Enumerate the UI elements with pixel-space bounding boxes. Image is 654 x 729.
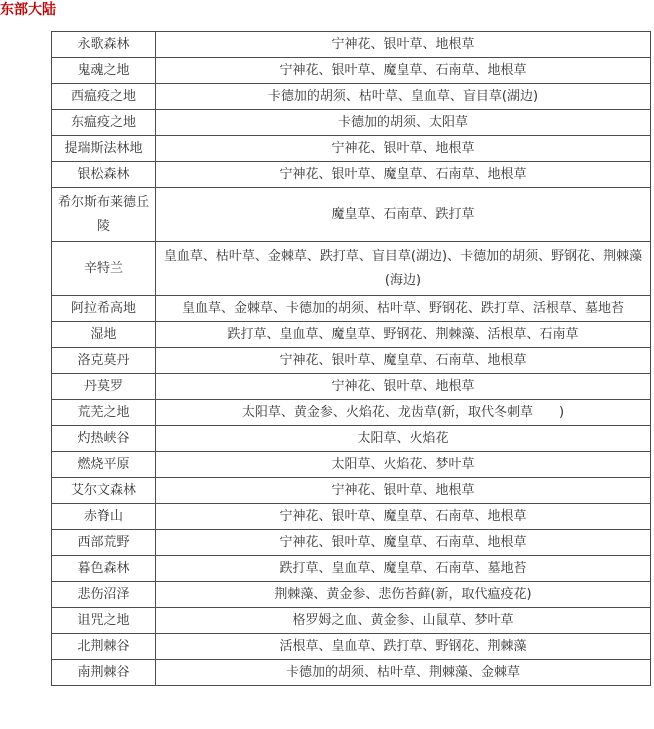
herb-list: 卡德加的胡须、枯叶草、荆棘藻、金棘草 bbox=[156, 660, 651, 686]
zone-name: 燃烧平原 bbox=[52, 452, 156, 478]
zone-name: 丹莫罗 bbox=[52, 374, 156, 400]
herb-list: 太阳草、火焰花、梦叶草 bbox=[156, 452, 651, 478]
table-row bbox=[52, 58, 651, 84]
table-row bbox=[52, 296, 651, 322]
table-row bbox=[52, 608, 651, 634]
table-row bbox=[52, 530, 651, 556]
zone-name: 南荆棘谷 bbox=[52, 660, 156, 686]
zone-name: 荒芜之地 bbox=[52, 400, 156, 426]
table-row bbox=[52, 322, 651, 348]
table-row bbox=[52, 374, 651, 400]
herb-list: 跌打草、皇血草、魔皇草、石南草、墓地苔 bbox=[156, 556, 651, 582]
zone-name: 洛克莫丹 bbox=[52, 348, 156, 374]
table-row bbox=[52, 162, 651, 188]
herb-list: 格罗姆之血、黄金参、山鼠草、梦叶草 bbox=[156, 608, 651, 634]
table-row bbox=[52, 556, 651, 582]
zone-name: 永歌森林 bbox=[52, 32, 156, 58]
zone-name: 暮色森林 bbox=[52, 556, 156, 582]
table-row bbox=[52, 32, 651, 58]
table-row bbox=[52, 136, 651, 162]
zone-name: 提瑞斯法林地 bbox=[52, 136, 156, 162]
table-row bbox=[52, 452, 651, 478]
table-row bbox=[52, 348, 651, 374]
herb-list: 太阳草、黄金参、火焰花、龙齿草(新，取代冬刺草 ) bbox=[156, 400, 651, 426]
herb-list: 荆棘藻、黄金参、悲伤苔藓(新，取代瘟疫花) bbox=[156, 582, 651, 608]
herb-list: 宁神花、银叶草、地根草 bbox=[156, 136, 651, 162]
herb-list: 皇血草、枯叶草、金棘草、跌打草、盲目草(湖边)、卡德加的胡须、野钢花、荆棘藻(海边) bbox=[156, 242, 651, 296]
herb-list: 宁神花、银叶草、魔皇草、石南草、地根草 bbox=[156, 162, 651, 188]
table-row bbox=[52, 426, 651, 452]
herb-list: 太阳草、火焰花 bbox=[156, 426, 651, 452]
table-row bbox=[52, 242, 651, 296]
herb-list: 宁神花、银叶草、魔皇草、石南草、地根草 bbox=[156, 348, 651, 374]
zone-name: 鬼魂之地 bbox=[52, 58, 156, 84]
herb-list: 宁神花、银叶草、魔皇草、石南草、地根草 bbox=[156, 530, 651, 556]
table-row bbox=[52, 400, 651, 426]
zone-name: 灼热峡谷 bbox=[52, 426, 156, 452]
herb-list: 卡德加的胡须、枯叶草、皇血草、盲目草(湖边) bbox=[156, 84, 651, 110]
zone-name: 艾尔文森林 bbox=[52, 478, 156, 504]
zone-name: 阿拉希高地 bbox=[52, 296, 156, 322]
table-row bbox=[52, 188, 651, 242]
table-row bbox=[52, 504, 651, 530]
zone-name: 诅咒之地 bbox=[52, 608, 156, 634]
table-row bbox=[52, 634, 651, 660]
zone-name: 北荆棘谷 bbox=[52, 634, 156, 660]
herb-list: 皇血草、金棘草、卡德加的胡须、枯叶草、野钢花、跌打草、活根草、墓地苔 bbox=[156, 296, 651, 322]
table-row bbox=[52, 660, 651, 686]
herb-list: 宁神花、银叶草、魔皇草、石南草、地根草 bbox=[156, 58, 651, 84]
section-title: 东部大陆 bbox=[0, 2, 56, 18]
herb-list: 跌打草、皇血草、魔皇草、野钢花、荆棘藻、活根草、石南草 bbox=[156, 322, 651, 348]
zone-name: 悲伤沼泽 bbox=[52, 582, 156, 608]
herb-list: 宁神花、银叶草、魔皇草、石南草、地根草 bbox=[156, 504, 651, 530]
table-row bbox=[52, 478, 651, 504]
herb-list: 魔皇草、石南草、跌打草 bbox=[156, 188, 651, 242]
herb-list: 宁神花、银叶草、地根草 bbox=[156, 478, 651, 504]
table-row bbox=[52, 110, 651, 136]
zone-name: 西部荒野 bbox=[52, 530, 156, 556]
herb-list: 卡德加的胡须、太阳草 bbox=[156, 110, 651, 136]
herb-zone-table bbox=[51, 31, 651, 686]
zone-name: 辛特兰 bbox=[52, 242, 156, 296]
herb-list: 宁神花、银叶草、地根草 bbox=[156, 32, 651, 58]
zone-name: 东瘟疫之地 bbox=[52, 110, 156, 136]
herb-list: 活根草、皇血草、跌打草、野钢花、荆棘藻 bbox=[156, 634, 651, 660]
zone-name: 湿地 bbox=[52, 322, 156, 348]
herb-list: 宁神花、银叶草、地根草 bbox=[156, 374, 651, 400]
zone-name: 银松森林 bbox=[52, 162, 156, 188]
zone-name: 赤脊山 bbox=[52, 504, 156, 530]
table-row bbox=[52, 84, 651, 110]
zone-name: 希尔斯布莱德丘陵 bbox=[52, 188, 156, 242]
zone-name: 西瘟疫之地 bbox=[52, 84, 156, 110]
table-row bbox=[52, 582, 651, 608]
